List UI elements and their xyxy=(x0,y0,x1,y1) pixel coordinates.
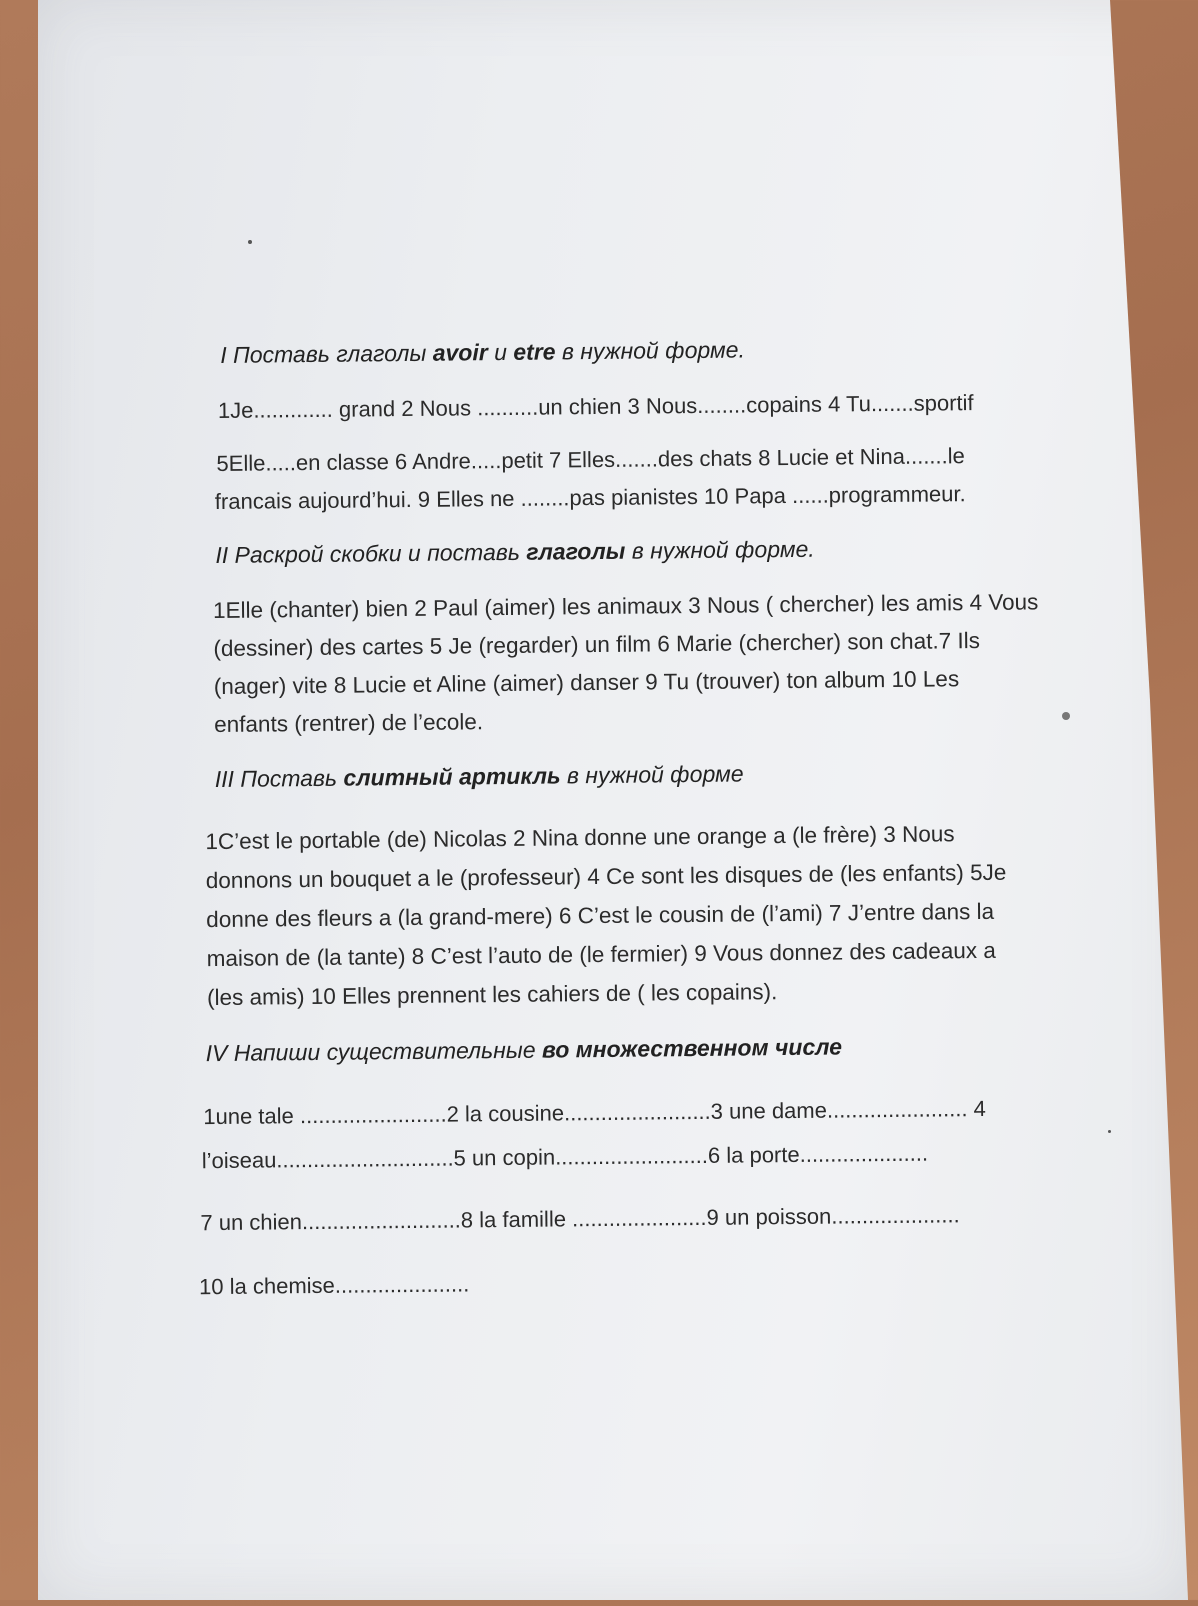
section-2-heading-part: Раскрой скобки и поставь xyxy=(234,538,521,568)
section-1-heading xyxy=(220,336,745,368)
section-2-number: II xyxy=(215,541,229,569)
section-3-heading-part: Поставь xyxy=(240,764,338,792)
section-2-line: (dessiner) des cartes 5 Je (regarder) un film 6 Marie (chercher) son chat.7 Ils xyxy=(213,628,981,662)
section-4-line: 7 un chien..........................8 la famille ......................9 un poisson..................... xyxy=(200,1202,960,1236)
section-2-line: enfants (rentrer) de l’ecole. xyxy=(214,709,484,738)
section-1-heading-part: в нужной форме. xyxy=(561,336,746,365)
section-2-body xyxy=(213,583,1040,744)
paper-speck xyxy=(248,240,252,244)
section-4-number: IV xyxy=(205,1039,228,1067)
section-2-line: 1Elle (chanter) bien 2 Paul (aimer) les animaux 3 Nous ( chercher) les amis 4 Vous xyxy=(212,589,1039,624)
section-2-heading-part: в нужной форме. xyxy=(631,535,815,564)
section-3-heading-part: в нужной форме xyxy=(566,760,744,789)
section-4-heading-bold: во множественном числе xyxy=(541,1033,843,1063)
section-1-line: francais aujourd’hui. 9 Elles ne ........pas pianistes 10 Papa ......programmeur. xyxy=(214,481,966,515)
section-3-line: donnons un bouquet a le (professeur) 4 Ce sont les disques de (les enfants) 5Je xyxy=(205,859,1007,894)
section-2-heading-bold: глаголы xyxy=(526,537,626,565)
section-3-heading-bold: слитный артикль xyxy=(343,762,561,791)
section-3-body xyxy=(205,814,1007,1017)
paper-speck xyxy=(1062,712,1070,720)
section-1-heading-part: Поставь глаголы xyxy=(232,339,427,368)
section-4-line: 10 la chemise...................... xyxy=(198,1271,470,1300)
section-4-line: 1une tale ........................2 la cousine........................3 une dame....................... 4 xyxy=(203,1095,986,1130)
section-3-line: maison de (la tante) 8 C’est l’auto de (le fermier) 9 Vous donnez des cadeaux a xyxy=(206,937,996,972)
section-3-line: donne des fleurs a (la grand-mere) 6 C’est le cousin de (l’ami) 7 J’entre dans la xyxy=(206,898,995,933)
section-2-line: (nager) vite 8 Lucie et Aline (aimer) danser 9 Tu (trouver) ton album 10 Les xyxy=(213,666,960,700)
section-2-heading xyxy=(215,536,815,569)
section-3-line: 1C’est le portable (de) Nicolas 2 Nina donne une orange a (le frère) 3 Nous xyxy=(205,821,955,855)
section-3-heading xyxy=(215,760,744,793)
section-3-number: III xyxy=(214,765,235,793)
paper-speck xyxy=(1108,1130,1111,1133)
section-1-heading-bold: avoir xyxy=(432,339,488,366)
section-1-heading-part: и xyxy=(493,338,508,366)
section-1-line: 1Je............. grand 2 Nous ..........un chien 3 Nous........copains 4 Tu.......sportif xyxy=(217,390,974,423)
section-4-line: l’oiseau.............................5 un copin.........................6 la porte..................... xyxy=(201,1140,929,1174)
section-1-line: 5Elle.....en classe 6 Andre.....petit 7 Elles.......des chats 8 Lucie et Nina.......le xyxy=(216,443,965,476)
section-1-number: I xyxy=(220,341,227,368)
section-4-heading xyxy=(205,1033,842,1067)
section-1-heading-bold: etre xyxy=(513,338,556,365)
section-3-line: (les amis) 10 Elles prennent les cahiers de ( les copains). xyxy=(206,979,778,1011)
section-4-heading-part: Напиши существительные xyxy=(233,1036,536,1066)
